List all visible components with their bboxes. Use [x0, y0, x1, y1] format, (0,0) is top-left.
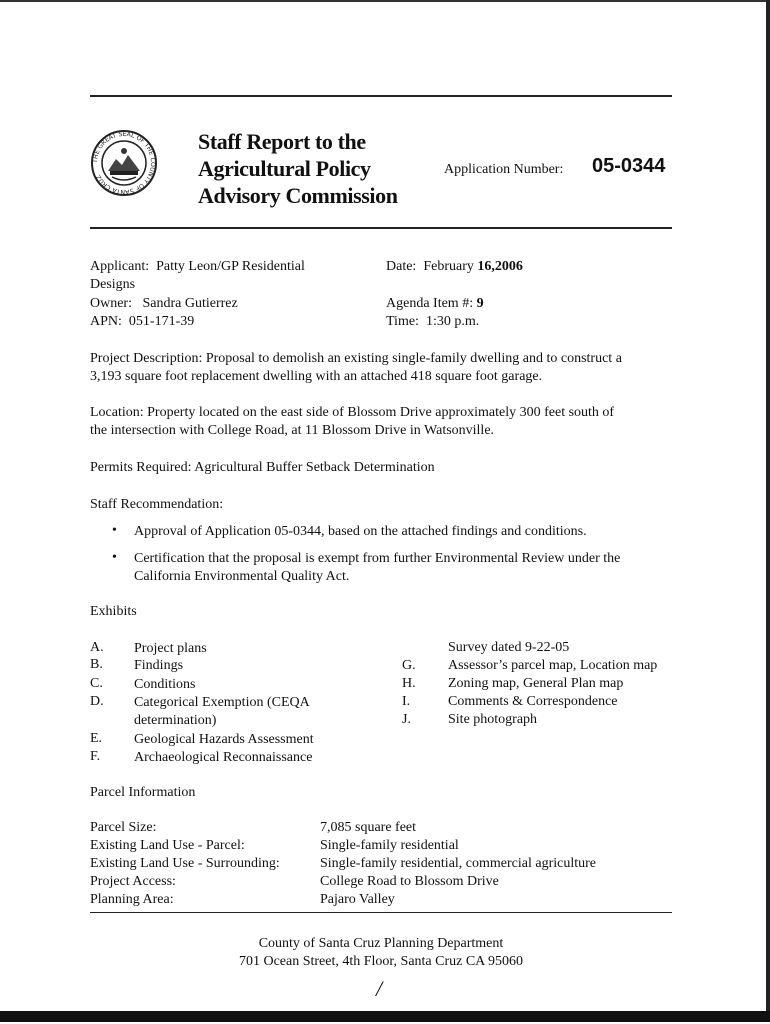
recommendation-bullet-1: • — [112, 523, 117, 538]
footer-department: County of Santa Cruz Planning Department — [258, 936, 504, 951]
recommendation-bullet-2: • — [112, 550, 117, 565]
recommendation-item-2 — [134, 550, 674, 586]
owner-value: Sandra Gutierrez — [142, 296, 238, 311]
agenda-label: Agenda Item #: — [386, 296, 474, 311]
exhibit-letter: B. — [90, 657, 103, 672]
exhibit-text-line-1: Categorical Exemption (CEQA — [134, 695, 310, 710]
apn-row — [90, 313, 194, 331]
date-label: Date: — [386, 259, 417, 274]
exhibit-letter: C. — [90, 676, 103, 691]
recommendation-item-1: Approval of Application 05-0344, based on the attached findings and conditions. — [134, 524, 587, 539]
parcel-value: Single-family residential, commercial agriculture — [320, 856, 597, 871]
footer-address: 701 Ocean Street, 4th Floor, Santa Cruz CA 95060 — [238, 954, 524, 969]
county-seal-icon — [90, 129, 158, 197]
page-mark: / — [376, 976, 383, 1001]
date-row — [386, 258, 523, 276]
time-row — [386, 313, 479, 331]
location — [90, 404, 675, 440]
exhibit-letter: H. — [402, 676, 416, 691]
project-description-line-2: 3,193 square foot replacement dwelling with an attached 418 square foot garage. — [90, 369, 543, 384]
time-value: 1:30 p.m. — [425, 314, 480, 329]
exhibit-text: Conditions — [134, 677, 196, 692]
permits-required: Permits Required: Agricultural Buffer Setback Determination — [90, 460, 435, 475]
exhibit-text-line-2: determination) — [134, 713, 217, 728]
page-top-border — [0, 0, 768, 2]
applicant-row — [90, 258, 305, 276]
agenda-value: 9 — [476, 296, 484, 311]
exhibit-letter: E. — [90, 731, 103, 746]
parcel-value: Single-family residential — [320, 838, 459, 853]
parcel-label: Parcel Size: — [90, 820, 157, 835]
location-line-2: the intersection with College Road, at 11 Blossom Drive in Watsonville. — [90, 423, 495, 438]
parcel-value: College Road to Blossom Drive — [320, 874, 499, 889]
exhibit-text: Assessor’s parcel map, Location map — [448, 658, 658, 673]
title-line-2: Agricultural Policy — [198, 156, 371, 181]
title-line-1: Staff Report to the — [198, 129, 366, 154]
application-number: 05-0344 — [592, 155, 666, 177]
exhibit-text: Findings — [134, 658, 184, 673]
applicant-value-continued: Designs — [90, 277, 136, 292]
project-description — [90, 350, 675, 386]
svg-text:THE GREAT SEAL OF THE COUNTY O: THE GREAT SEAL OF THE COUNTY OF SANTA CRUZ — [91, 130, 157, 196]
parcel-label: Existing Land Use - Surrounding: — [90, 856, 280, 871]
exhibit-text: Project plans — [134, 641, 207, 656]
exhibit-text: Archaeological Reconnaissance — [134, 750, 313, 765]
parcel-heading: Parcel Information — [90, 785, 196, 800]
owner-label: Owner: — [90, 296, 132, 311]
exhibit-continuation: Survey dated 9-22-05 — [448, 640, 570, 655]
apn-value: 051-171-39 — [128, 314, 195, 329]
recommendation-heading: Staff Recommendation: — [90, 497, 224, 512]
date-month: February — [423, 259, 474, 274]
header-top-rule — [90, 95, 672, 97]
application-number-label: Application Number: — [444, 162, 564, 177]
applicant-label: Applicant: — [90, 259, 150, 274]
exhibit-letter: J. — [402, 712, 411, 727]
exhibit-letter: G. — [402, 658, 416, 673]
exhibits-heading: Exhibits — [90, 604, 137, 619]
exhibit-letter: A. — [90, 640, 104, 655]
location-line-1: Location: Property located on the east side of Blossom Drive approximately 300 feet south of — [90, 405, 615, 420]
agenda-row — [386, 295, 484, 313]
exhibit-text: Geological Hazards Assessment — [134, 732, 314, 747]
parcel-label: Planning Area: — [90, 892, 174, 907]
parcel-value: 7,085 square feet — [320, 820, 417, 835]
page-right-border — [766, 0, 770, 1012]
report-title — [198, 128, 438, 209]
time-label: Time: — [386, 314, 419, 329]
project-description-line-1: Project Description: Proposal to demolish an existing single-family dwelling and to construct a — [90, 351, 622, 366]
exhibit-letter: I. — [402, 694, 411, 709]
exhibit-text: Site photograph — [448, 712, 538, 727]
exhibit-text: Comments & Correspondence — [448, 694, 618, 709]
page-bottom-border — [0, 1011, 770, 1022]
parcel-value: Pajaro Valley — [320, 892, 395, 907]
recommendation-item-2-line-2: California Environmental Quality Act. — [134, 569, 350, 584]
apn-label: APN: — [90, 314, 122, 329]
recommendation-item-2-line-1: Certification that the proposal is exempt from further Environmental Review under the — [134, 551, 621, 566]
title-line-3: Advisory Commission — [198, 183, 398, 208]
header-bottom-rule — [90, 227, 672, 229]
exhibit-text: Zoning map, General Plan map — [448, 676, 624, 691]
exhibit-text — [134, 694, 310, 730]
date-value: 16,2006 — [477, 259, 523, 274]
applicant-value: Patty Leon/GP Residential — [156, 259, 305, 274]
parcel-label: Project Access: — [90, 874, 176, 889]
parcel-label: Existing Land Use - Parcel: — [90, 838, 245, 853]
exhibit-letter: D. — [90, 694, 104, 709]
owner-row — [90, 295, 238, 313]
footer-rule — [90, 912, 672, 913]
exhibit-letter: F. — [90, 749, 101, 764]
